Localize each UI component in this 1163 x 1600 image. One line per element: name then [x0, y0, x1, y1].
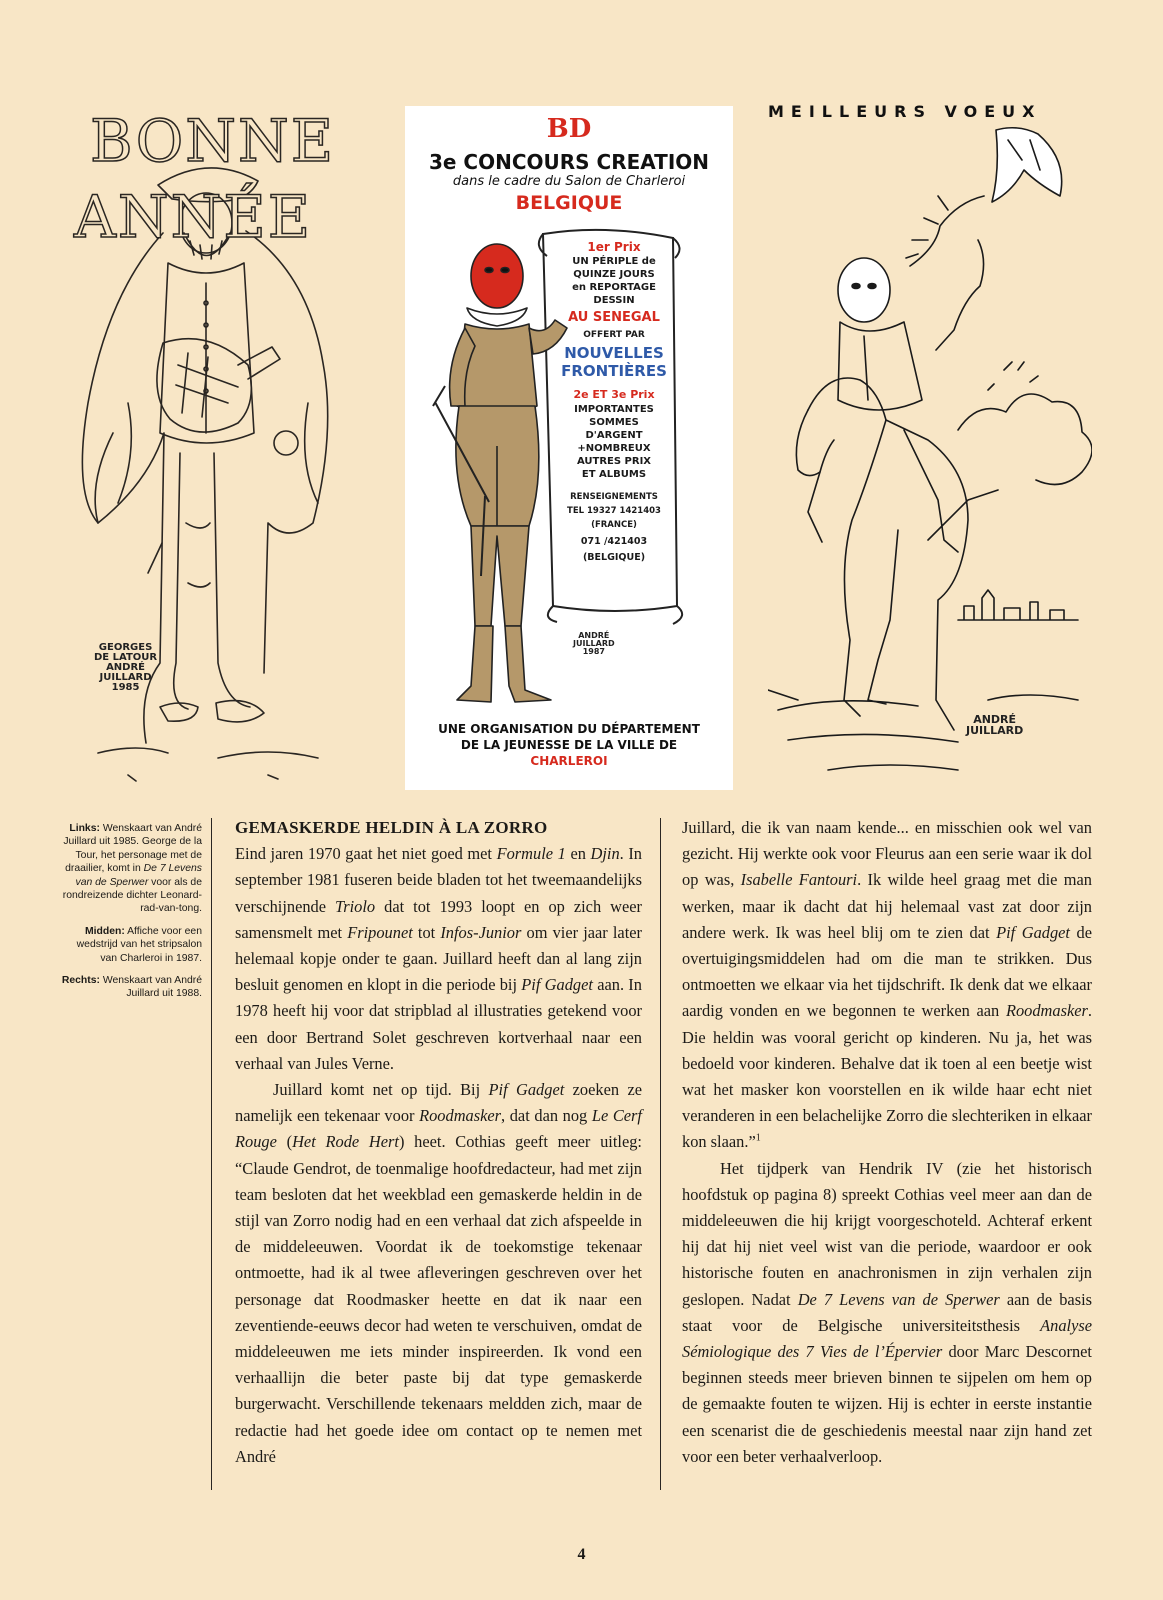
text-run: Eind jaren 1970 gaat het niet goed met	[235, 844, 497, 864]
scroll-line: UN PÉRIPLE de	[572, 256, 656, 267]
italic-title: Formule 1	[496, 844, 566, 864]
italic-title: Infos-Junior	[440, 922, 522, 942]
caption-label: Midden:	[84, 925, 125, 937]
text-run: door Marc Descornet beginnen steeds meer brieven binnen te sijpelen om hem op de gemaakte fouten te wijzen. Hij is echter in eerste instantie een scenarist die de geschiedenis meestal naar zijn hand zet voor een beter verhaalverloop.	[682, 1342, 1092, 1466]
italic-title: Roodmasker	[419, 1106, 502, 1126]
scroll-prize1: 1er Prix	[587, 240, 641, 254]
italic-title: Pif Gadget	[521, 975, 593, 995]
scroll-line: +NOMBREUX	[577, 443, 651, 454]
text-run: tot	[412, 922, 441, 942]
text-run: , dat dan nog	[501, 1106, 592, 1126]
text-run: Affiche voor een wedstrijd van het stripsalon van Charleroi in 1987.	[76, 925, 202, 964]
text-run: aan. In 1978 heeft hij voor dat stripblad al illustraties getekend voor een door Bertrand Solet geschreven kortverhaal naar een verhaal van Jules Verne.	[235, 975, 642, 1073]
right-illustration	[768, 100, 1092, 795]
article-column-1	[235, 815, 642, 1470]
text-run: zoeken ze namelijk een tekenaar voor	[235, 1080, 642, 1126]
column-divider	[660, 818, 661, 1490]
scroll-line: DESSIN	[593, 295, 635, 306]
article-paragraph	[235, 841, 642, 1077]
article-paragraph	[235, 1077, 642, 1470]
scroll-line: en REPORTAGE	[572, 282, 656, 293]
poster-belgique: BELGIQUE	[515, 192, 623, 214]
italic-title: Djin	[590, 844, 620, 864]
italic-title: Het Rode Hert	[292, 1132, 399, 1152]
figure-captions	[60, 822, 202, 1010]
card-signature-left: GEORGES DE LATOUR ANDRÉ JUILLARD 1985	[94, 642, 158, 693]
scroll-line: 071 /421403	[580, 536, 648, 547]
text-run: voor als de rondreizende dichter Leonard-rad-van-tong.	[62, 876, 202, 915]
text-run: . Die heldin was vooral gericht op kinderen. Nu ja, het was bedoeld voor kinderen. Behalve dat ik toen al een beetje wist wat het masker kon voorstellen en ik wilde haar echt niet veranderen in een belachelijke Zorro die slechteriken in elkaar kon slaan.”	[682, 1001, 1092, 1152]
caption-item	[60, 925, 202, 965]
poster-contest: 3e CONCOURS CREATION	[428, 150, 710, 174]
scroll-line: D'ARGENT	[585, 430, 643, 441]
scroll-line: OFFERT PAR	[583, 330, 645, 340]
left-illustration	[68, 103, 350, 793]
card-title-line2: ANNÉE	[74, 183, 313, 251]
text-run: dat tot 1993 loopt en op zich weer samensmelt met	[235, 896, 642, 942]
italic-title: Isabelle Fantouri	[740, 870, 858, 890]
scroll-line: (BELGIQUE)	[582, 552, 646, 563]
poster-illustration	[405, 106, 733, 790]
text-run: . In september 1981 fuseren beide bladen tot het tweemaandelijks verschijnende	[235, 844, 643, 916]
scroll-line: QUINZE JOURS	[573, 269, 655, 280]
italic-title: Fripounet	[347, 922, 413, 942]
italic-title: Triolo	[335, 896, 376, 916]
card-title-right: MEILLEURS VOEUX	[768, 102, 1042, 121]
page-number: 4	[577, 1546, 586, 1563]
italic-title: Pif Gadget	[488, 1080, 565, 1100]
article-column-2	[682, 815, 1092, 1470]
poster-bd: BD	[546, 114, 592, 144]
italic-title: De 7 Levens van de Sperwer	[797, 1289, 1000, 1309]
text-run: Wenskaart van André Juillard uit 1985. George de la Tour, het personage met de draailier, komt in	[63, 823, 202, 875]
text-run: om vier jaar later helemaal kopje onder te gaan. Juillard heeft dan al lang zijn besluit genomen en klopt in die periode bij	[235, 922, 642, 995]
italic-title: Pif Gadget	[996, 922, 1070, 942]
italic-title: De 7 Levens van de Sperwer	[75, 863, 202, 888]
scroll-senegal: AU SENEGAL	[568, 310, 660, 325]
poster-footer-line1: UNE ORGANISATION DU DÉPARTEMENT	[438, 722, 700, 736]
italic-title: Analyse Sémiologique des 7 Vies de l’Épervier	[682, 1315, 1092, 1362]
scroll-frontieres: FRONTIÈRES	[561, 362, 667, 380]
caption-label: Links:	[69, 823, 100, 834]
article-paragraph	[682, 1156, 1092, 1470]
scroll-line: TEL 19327 1421403	[567, 506, 661, 516]
scroll-line: ET ALBUMS	[581, 469, 647, 480]
text-run: Het tijdperk van Hendrik IV (zie het historisch hoofdstuk op pagina 8) spreekt Cothias veel meer aan dan de middeleeuwen die hij krijgt voorgeschoteld. Achteraf erkent hij dat hij niet veel wist van die periode, waardoor er ook historische fouten en anachronismen in zijn verhalen zijn geslopen. Nadat	[682, 1158, 1092, 1309]
italic-title: Roodmasker	[1005, 1001, 1088, 1021]
italic-title: Le Cerf Rouge	[235, 1106, 642, 1152]
poster-signature: ANDRÉ JUILLARD 1987	[573, 631, 615, 656]
text-run: en	[565, 844, 591, 864]
text-run: Juillard, die ik van naam kende... en misschien ook wel van gezicht. Hij werkte ook voor Fleurus aan een serie waar ik dol op was,	[682, 818, 1092, 890]
rider-drawing	[768, 100, 1092, 795]
text-run: Wenskaart van André Juillard uit 1988.	[99, 975, 202, 1000]
article-paragraph	[682, 815, 1092, 1156]
text-run: Juillard komt net op tijd. Bij	[273, 1080, 489, 1100]
scroll-line: IMPORTANTES	[574, 404, 654, 415]
text-run: (	[276, 1132, 293, 1152]
poster-footer-line3: CHARLEROI	[530, 754, 608, 768]
card-title-line1: BONNE	[90, 107, 336, 175]
article-heading: GEMASKERDE HELDIN À LA ZORRO	[235, 818, 548, 837]
card-signature-right: ANDRÉ JUILLARD	[966, 713, 1024, 737]
text-run: ) heet. Cothias geeft meer uitleg: “Claude Gendrot, de toenmalige hoofdredacteur, had met zijn team besloten dat het weekblad een gemaskerde heldin in de stijl van Zorro nodig had en een verhaal dat zich afspeelde in de middeleeuwen. Voordat ik de toekomstige tekenaar ontmoette, had ik al twee afleveringen geschreven over het personage dat Roodmasker heette en dat ik naar een zeventiende-eeuws decor had weten te verschuiven, omdat de middeleeuwen me iets minder inspireerden. Ik vond een verhaallijn die beter paste bij dat type gemaskerde burgerwacht. Verschillende tekenaars meldden zich, maar de redactie had het goede idee om contact op te nemen met André	[235, 1132, 642, 1466]
caption-divider	[211, 818, 212, 1490]
footnote-ref: 1	[755, 1132, 761, 1144]
caption-item	[60, 974, 202, 1001]
poster-footer-line2: DE LA JEUNESSE DE LA VILLE DE	[460, 738, 678, 752]
scroll-line: (FRANCE)	[591, 520, 637, 530]
text-run: de overtuigingsmiddelen had om die man te strikken. Dus ontmoetten we elkaar via het tijdschrift. Ik denk dat we elkaar aardig vonden en we begonnen te werken aan	[682, 922, 1092, 1021]
scroll-nouvelles: NOUVELLES	[564, 344, 664, 362]
scroll-line: SOMMES	[589, 417, 639, 428]
text-run: . Ik wilde heel graag met die man werken, maar ik dacht dat hij helemaal vast zat door zijn andere werk. Ik was heel blij om te zien dat	[682, 870, 1092, 942]
caption-label: Rechts:	[61, 975, 100, 987]
column-1-body	[235, 841, 642, 1470]
scroll-line: AUTRES PRIX	[576, 456, 652, 467]
scroll-prize23: 2e ET 3e Prix	[573, 388, 655, 401]
caption-item	[60, 822, 202, 916]
text-run: aan de basis staat voor de Belgische universiteitsthesis	[682, 1289, 1093, 1335]
column-2-body	[682, 815, 1092, 1470]
poster-salon: dans le cadre du Salon de Charleroi	[452, 174, 686, 189]
scroll-line: RENSEIGNEMENTS	[570, 492, 658, 502]
